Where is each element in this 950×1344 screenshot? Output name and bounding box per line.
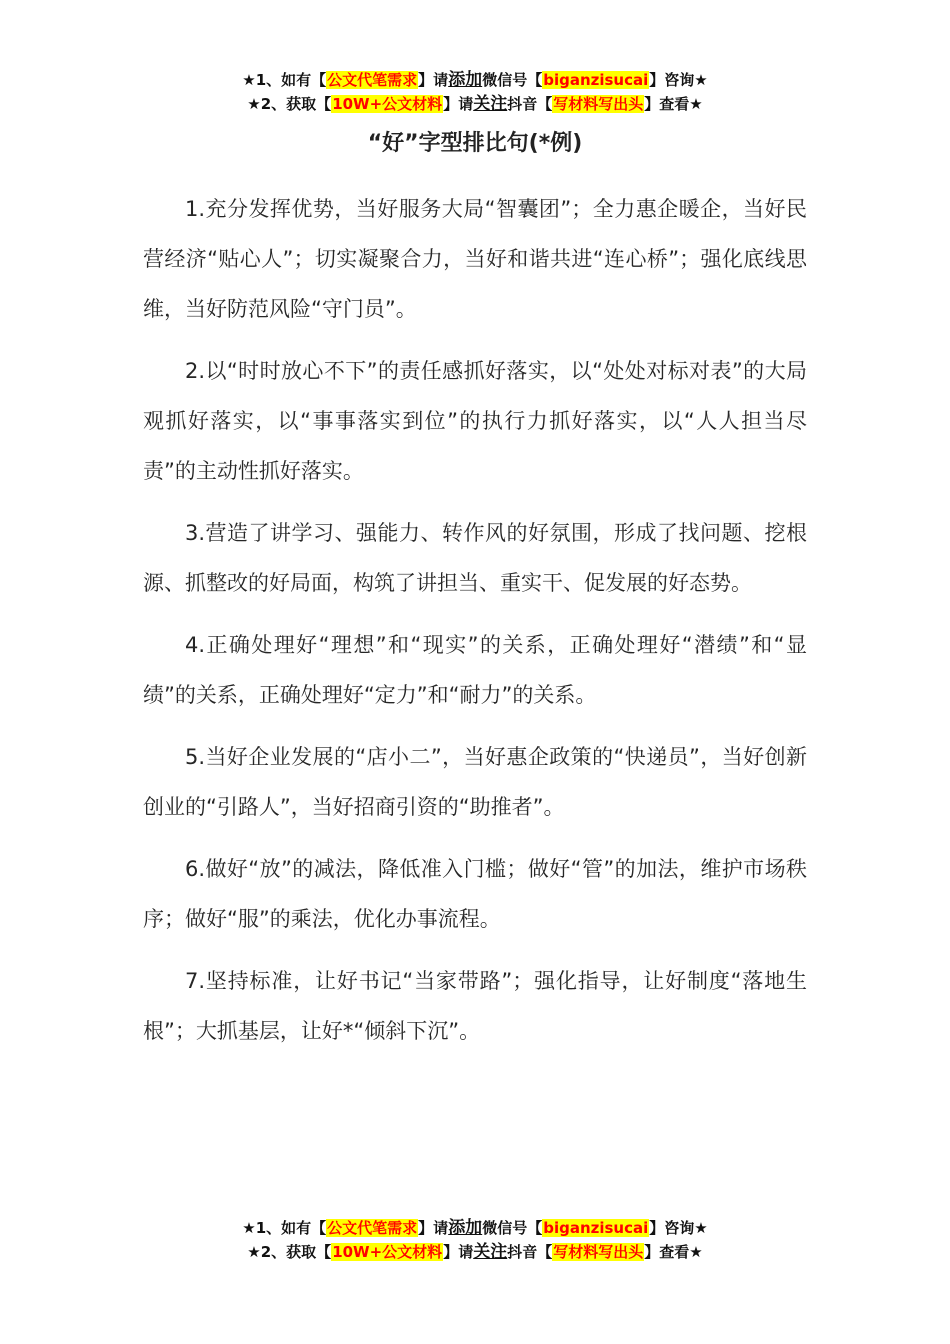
footer-banner xyxy=(0,1216,950,1264)
banner-line-2-prefix: ★2、获取【 xyxy=(247,95,332,113)
banner-line-2-suffix: 】查看★ xyxy=(644,95,703,113)
banner-line-1 xyxy=(0,68,950,92)
banner-line-1-prefix: ★1、如有【 xyxy=(242,71,327,89)
banner-line-2 xyxy=(0,92,950,116)
footer-line-2-mid2: 抖音【 xyxy=(507,1243,553,1261)
banner-highlight-service: 公文代笔需求 xyxy=(327,71,418,89)
footer-highlight-service: 公文代笔需求 xyxy=(327,1219,418,1237)
paragraph-6: 6.做好“放”的减法，降低准入门槛；做好“管”的加法，维护市场秩序；做好“服”的乘法，优化办事流程。 xyxy=(143,857,807,931)
footer-highlight-wechat-id: biganzisucai xyxy=(543,1219,649,1237)
footer-line-2 xyxy=(0,1240,950,1264)
banner-line-1-suffix: 】咨询★ xyxy=(649,71,708,89)
banner-highlight-materials: 10W+公文材料 xyxy=(332,95,443,113)
banner-emphasis-follow: 关注 xyxy=(473,94,508,114)
header-banner xyxy=(0,68,950,116)
banner-line-2-mid2: 抖音【 xyxy=(507,95,553,113)
paragraph-7: 7.坚持标准，让好书记“当家带路”；强化指导，让好制度“落地生根”；大抓基层，让好*“倾斜下沉”。 xyxy=(143,969,807,1043)
footer-line-1-mid: 】请 xyxy=(418,1219,449,1237)
paragraph-5: 5.当好企业发展的“店小二”，当好惠企政策的“快递员”，当好创新创业的“引路人”，当好招商引资的“助推者”。 xyxy=(143,745,807,819)
footer-line-1-prefix: ★1、如有【 xyxy=(242,1219,327,1237)
paragraph-2: 2.以“时时放心不下”的责任感抓好落实，以“处处对标对表”的大局观抓好落实，以“事事落实到位”的执行力抓好落实，以“人人担当尽责”的主动性抓好落实。 xyxy=(143,359,807,483)
paragraph-4: 4.正确处理好“理想”和“现实”的关系，正确处理好“潜绩”和“显绩”的关系，正确处理好“定力”和“耐力”的关系。 xyxy=(143,633,807,707)
banner-highlight-wechat-id: biganzisucai xyxy=(543,71,649,89)
footer-line-2-prefix: ★2、获取【 xyxy=(247,1243,332,1261)
footer-highlight-douyin-id: 写材料写出头 xyxy=(553,1243,644,1261)
paragraph-3: 3.营造了讲学习、强能力、转作风的好氛围，形成了找问题、挖根源、抓整改的好局面，构筑了讲担当、重实干、促发展的好态势。 xyxy=(143,521,807,595)
footer-line-1 xyxy=(0,1216,950,1240)
footer-line-1-mid2: 微信号【 xyxy=(482,1219,543,1237)
footer-line-2-mid: 】请 xyxy=(443,1243,474,1261)
footer-line-1-suffix: 】咨询★ xyxy=(649,1219,708,1237)
document-title: “好”字型排比句(*例) xyxy=(367,131,583,156)
footer-emphasis-add: 添加 xyxy=(448,1218,483,1238)
banner-line-1-mid: 】请 xyxy=(418,71,449,89)
banner-line-2-mid: 】请 xyxy=(443,95,474,113)
banner-line-1-mid2: 微信号【 xyxy=(482,71,543,89)
banner-highlight-douyin-id: 写材料写出头 xyxy=(553,95,644,113)
document-body xyxy=(143,184,807,1068)
paragraph-1: 1.充分发挥优势，当好服务大局“智囊团”；全力惠企暖企，当好民营经济“贴心人”；切实凝聚合力，当好和谐共进“连心桥”；强化底线思维，当好防范风险“守门员”。 xyxy=(143,197,807,321)
footer-line-2-suffix: 】查看★ xyxy=(644,1243,703,1261)
banner-emphasis-add: 添加 xyxy=(448,70,483,90)
footer-emphasis-follow: 关注 xyxy=(473,1242,508,1262)
footer-highlight-materials: 10W+公文材料 xyxy=(332,1243,443,1261)
